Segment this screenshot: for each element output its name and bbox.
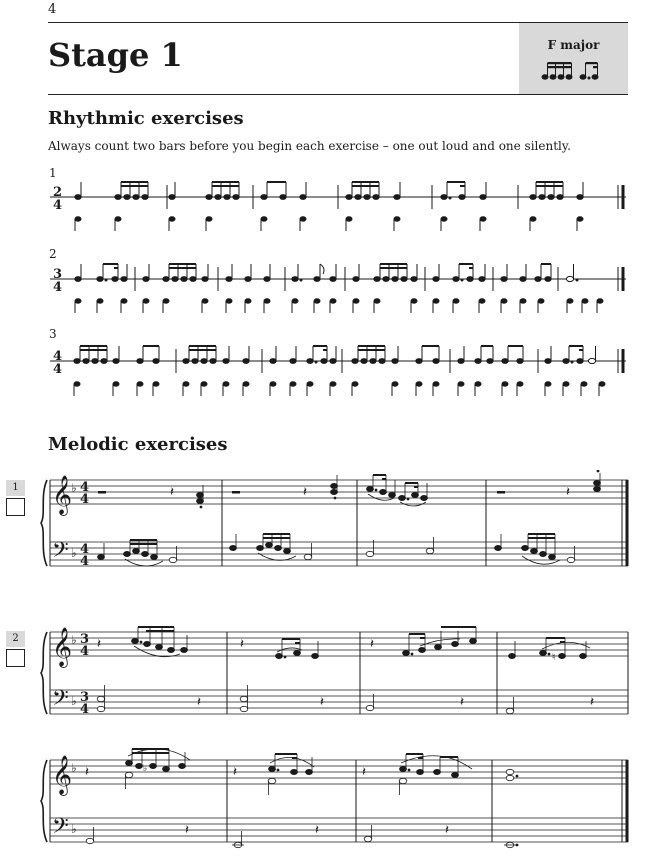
melodic-exercise-2-score-system-1	[0, 622, 648, 724]
svg-text:𝄽: 𝄽	[185, 823, 189, 838]
page-number: 4	[48, 2, 57, 17]
rhythm-exercise-1-staff	[0, 176, 648, 236]
beat-notes	[74, 382, 605, 396]
page-title: Stage 1	[48, 36, 183, 74]
flat-icon: ♭	[71, 633, 77, 647]
svg-text:𝄽: 𝄽	[460, 695, 464, 710]
melodic-exercise-2-score-system-2	[0, 742, 648, 860]
svg-text:𝄽: 𝄽	[370, 637, 374, 652]
svg-text:𝄽: 𝄽	[303, 485, 307, 500]
brace	[41, 480, 47, 566]
time-sig-bottom: 4	[53, 280, 63, 295]
rhythm-exercise-number: 3	[49, 327, 57, 341]
key-box	[519, 23, 628, 94]
rhythm-exercise-number: 1	[49, 166, 57, 180]
svg-text:♭: ♭	[143, 764, 148, 774]
beat-notes	[75, 299, 603, 313]
svg-text:𝄽: 𝄽	[233, 765, 237, 780]
svg-text:𝄽: 𝄽	[85, 765, 89, 780]
svg-text:𝄽: 𝄽	[566, 485, 570, 500]
bass-clef-icon: 𝄢	[52, 814, 69, 844]
rhythm-exercise-3-staff	[0, 340, 648, 402]
rhythm-exercise-number: 2	[49, 247, 57, 261]
time-sig-bottom: 4	[80, 644, 90, 659]
rhythm-exercise-2-staff	[0, 258, 648, 318]
brace	[41, 632, 47, 714]
time-sig-top: 4	[80, 542, 90, 557]
bass-clef-icon: 𝄢	[52, 538, 69, 568]
time-sig-top: 4	[80, 480, 90, 495]
time-sig-top: 3	[80, 632, 90, 647]
bass-clef-icon: 𝄢	[52, 686, 69, 716]
time-sig-top: 2	[53, 185, 63, 200]
time-sig-top: 4	[53, 349, 63, 364]
time-sig-bottom: 4	[80, 492, 90, 507]
svg-text:𝄽: 𝄽	[97, 637, 101, 652]
time-sig-top: 3	[53, 267, 63, 282]
flat-icon: ♭	[71, 822, 77, 836]
key-rhythm-icon	[541, 58, 607, 82]
title-rule	[48, 94, 628, 95]
rhythmic-heading: Rhythmic exercises	[48, 108, 244, 129]
time-sig-bottom: 4	[53, 362, 63, 377]
time-sig-bottom: 4	[53, 198, 63, 213]
flat-icon: ♭	[71, 761, 77, 775]
svg-text:𝄽: 𝄽	[320, 695, 324, 710]
time-sig-top: 3	[80, 690, 90, 705]
flat-icon: ♭	[71, 546, 77, 560]
flat-icon: ♭	[71, 481, 77, 495]
instruction-text: Always count two bars before you begin each exercise – one out loud and one silently.	[48, 139, 571, 153]
svg-text:𝄽: 𝄽	[315, 823, 319, 838]
svg-text:𝄽: 𝄽	[240, 637, 244, 652]
time-sig-bottom: 4	[80, 702, 90, 717]
flat-icon: ♭	[71, 694, 77, 708]
melodic-heading: Melodic exercises	[48, 434, 228, 455]
svg-text:𝄽: 𝄽	[170, 485, 174, 500]
exercise-number: 2	[6, 631, 25, 647]
time-sig-bottom: 4	[80, 554, 90, 569]
brace	[41, 760, 47, 842]
beat-notes	[75, 217, 583, 231]
treble-clef-icon: 𝄞	[52, 755, 73, 795]
svg-text:♮: ♮	[552, 652, 556, 663]
treble-clef-icon: 𝄞	[52, 627, 73, 667]
svg-text:𝄽: 𝄽	[197, 695, 201, 710]
svg-text:𝄽: 𝄽	[590, 695, 594, 710]
exercise-number: 1	[6, 480, 25, 496]
svg-text:𝄽: 𝄽	[445, 823, 449, 838]
treble-clef-icon: 𝄞	[52, 475, 73, 515]
svg-text:𝄽: 𝄽	[362, 765, 366, 780]
melodic-exercise-1-score	[0, 470, 648, 580]
key-label: F major	[547, 38, 600, 52]
